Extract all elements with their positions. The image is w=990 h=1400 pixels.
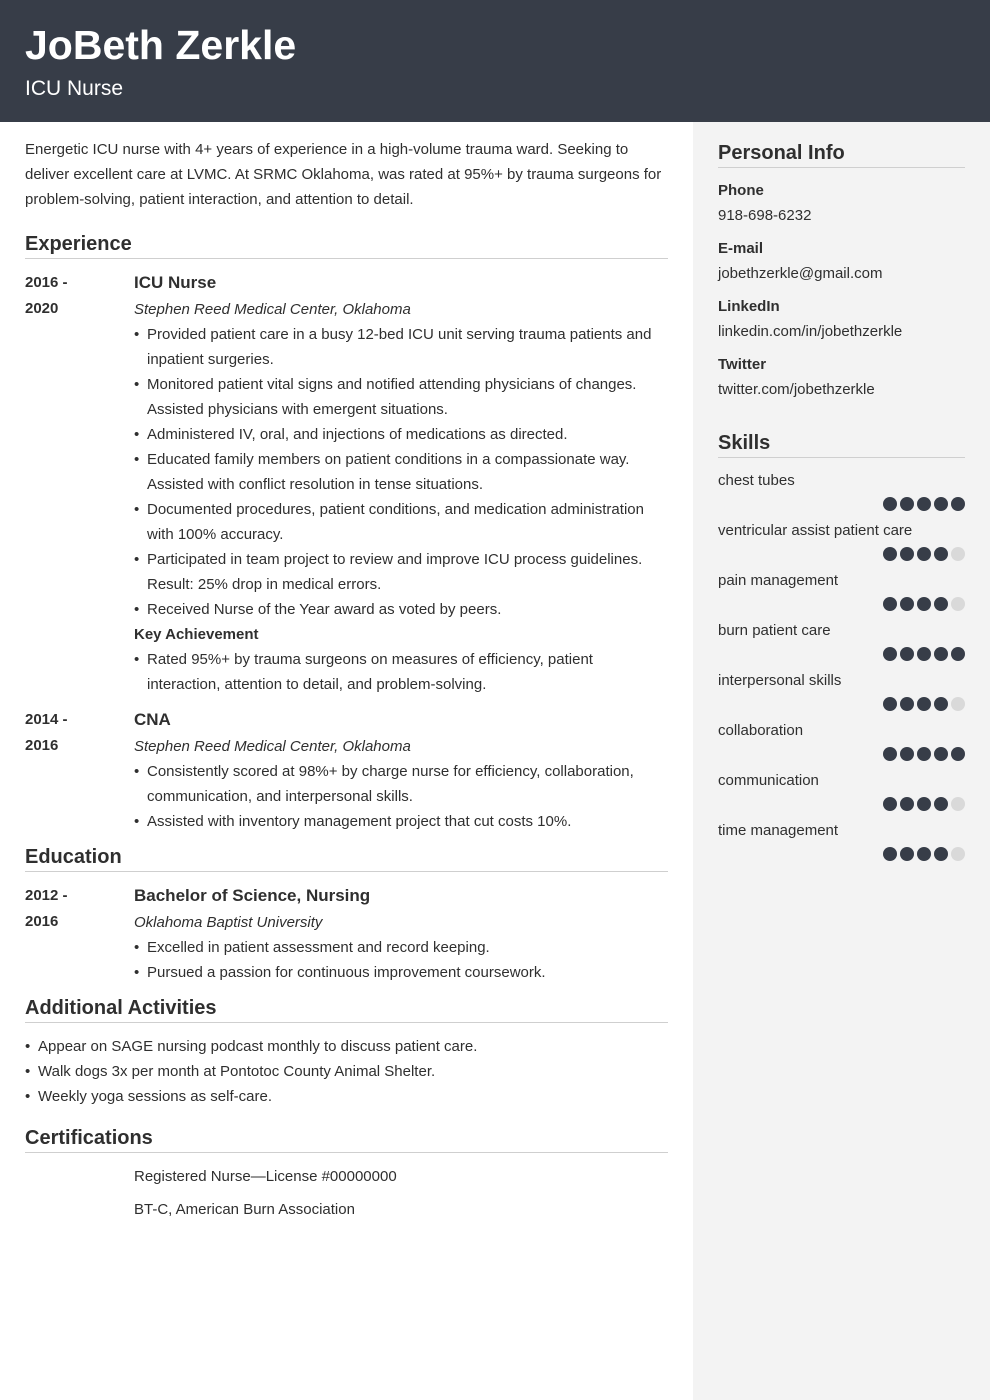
education-body [134, 883, 668, 985]
job-bullets [134, 322, 668, 622]
skill-name: pain management [718, 572, 839, 589]
education-bullets [134, 935, 668, 985]
skill-name: burn patient care [718, 622, 831, 639]
job-bullet: • Assisted with inventory management project that cut costs 10%. [134, 809, 668, 834]
rating-dot-empty [951, 697, 965, 711]
job-bullet: • Administered IV, oral, and injections of medications as directed. [134, 422, 668, 447]
skill-rating [718, 747, 965, 761]
job-bullet: • Received Nurse of the Year award as voted by peers. [134, 597, 668, 622]
education-bullet: • Pursued a passion for continuous improvement coursework. [134, 960, 668, 985]
rating-dot-filled [951, 647, 965, 661]
rating-dot-filled [917, 647, 931, 661]
job-date-end: 2020 [25, 300, 59, 317]
skills-heading: Skills [718, 430, 965, 458]
rating-dot-filled [900, 497, 914, 511]
applicant-name: JoBeth Zerkle [25, 22, 297, 68]
skill-name: collaboration [718, 722, 804, 739]
rating-dot-filled [917, 697, 931, 711]
achievement-bullets [134, 647, 668, 697]
info-label: Twitter [718, 356, 767, 373]
skill-item [718, 621, 965, 661]
skill-rating [718, 647, 965, 661]
job-date-start: 2014 - [25, 711, 68, 728]
skill-name: time management [718, 822, 839, 839]
rating-dot-empty [951, 797, 965, 811]
info-phone [718, 181, 965, 226]
job-date-start: 2016 - [25, 274, 68, 291]
certifications-heading: Certifications [25, 1125, 668, 1153]
experience-heading: Experience [25, 231, 668, 259]
rating-dot-filled [917, 497, 931, 511]
rating-dot-filled [917, 747, 931, 761]
job-organization: Stephen Reed Medical Center, Oklahoma [134, 301, 411, 318]
rating-dot-filled [883, 497, 897, 511]
job-bullet: • Participated in team project to review and improve ICU process guidelines. Result: 25% drop in medical errors. [134, 547, 668, 597]
rating-dot-filled [883, 547, 897, 561]
rating-dot-empty [951, 547, 965, 561]
rating-dot-filled [900, 847, 914, 861]
job-role: ICU Nurse [134, 273, 217, 292]
rating-dot-filled [917, 597, 931, 611]
rating-dot-filled [934, 697, 948, 711]
skill-name: communication [718, 772, 819, 789]
rating-dot-filled [883, 747, 897, 761]
education-bullet: • Excelled in patient assessment and record keeping. [134, 935, 668, 960]
activities-heading: Additional Activities [25, 995, 668, 1023]
education-heading: Education [25, 844, 668, 872]
job-organization: Stephen Reed Medical Center, Oklahoma [134, 738, 411, 755]
key-achievement-label: Key Achievement [134, 626, 259, 643]
info-label: Phone [718, 182, 764, 199]
rating-dot-empty [951, 847, 965, 861]
summary-text: Energetic ICU nurse with 4+ years of experience in a high-volume trauma ward. Seeking to deliver excellent care at LVMC. At SRMC Oklahoma, was rated at 95%+ by trauma surgeons for problem-solving, patient interaction, and attention to detail. [25, 141, 662, 208]
rating-dot-filled [883, 597, 897, 611]
twitter-value: twitter.com/jobethzerkle [718, 381, 875, 398]
job-role: CNA [134, 710, 171, 729]
job-dates [25, 270, 134, 697]
job-entry [25, 707, 668, 834]
skill-rating [718, 847, 965, 861]
skill-item [718, 771, 965, 811]
rating-dot-filled [917, 547, 931, 561]
rating-dot-filled [900, 697, 914, 711]
rating-dot-filled [883, 797, 897, 811]
rating-dot-filled [900, 747, 914, 761]
skill-name: interpersonal skills [718, 672, 842, 689]
rating-dot-filled [934, 647, 948, 661]
info-label: E-mail [718, 240, 764, 257]
certifications-list [134, 1164, 668, 1222]
skill-rating [718, 697, 965, 711]
skill-item [718, 721, 965, 761]
job-bullet: • Consistently scored at 98%+ by charge nurse for efficiency, collaboration, communication, and interpersonal skills. [134, 759, 668, 809]
rating-dot-filled [934, 497, 948, 511]
achievement-bullet: • Rated 95%+ by trauma surgeons on measures of efficiency, patient interaction, attention to detail, and problem-solving. [134, 647, 668, 697]
skill-rating [718, 797, 965, 811]
main-column [25, 137, 668, 1230]
sidebar-column [718, 140, 965, 871]
certification-item: BT-C, American Burn Association [134, 1201, 355, 1218]
skill-item [718, 821, 965, 861]
skill-item [718, 471, 965, 511]
rating-dot-empty [951, 597, 965, 611]
activity-bullet: • Appear on SAGE nursing podcast monthly to discuss patient care. [25, 1034, 668, 1059]
job-bullet: • Monitored patient vital signs and notified attending physicians of changes. Assisted physicians with emergent situations. [134, 372, 668, 422]
job-date-end: 2016 [25, 737, 59, 754]
education-date-end: 2016 [25, 913, 59, 930]
email-value: jobethzerkle@gmail.com [718, 265, 883, 282]
activities-bullets [25, 1034, 668, 1109]
info-twitter [718, 355, 965, 400]
job-bullet: • Provided patient care in a busy 12-bed ICU unit serving trauma patients and inpatient surgeries. [134, 322, 668, 372]
job-body [134, 270, 668, 697]
info-email [718, 239, 965, 284]
rating-dot-filled [917, 847, 931, 861]
info-linkedin [718, 297, 965, 342]
education-school: Oklahoma Baptist University [134, 914, 323, 931]
activity-bullet: • Weekly yoga sessions as self-care. [25, 1084, 668, 1109]
resume-header [0, 0, 990, 122]
skill-item [718, 571, 965, 611]
experience-section [25, 231, 668, 834]
rating-dot-filled [934, 597, 948, 611]
skill-name: ventricular assist patient care [718, 522, 913, 539]
skill-item [718, 521, 965, 561]
education-dates [25, 883, 134, 985]
rating-dot-filled [951, 497, 965, 511]
linkedin-value: linkedin.com/in/jobethzerkle [718, 323, 903, 340]
rating-dot-filled [900, 597, 914, 611]
rating-dot-filled [900, 797, 914, 811]
education-section [25, 844, 668, 985]
rating-dot-filled [934, 847, 948, 861]
phone-value: 918-698-6232 [718, 207, 812, 224]
job-bullet: • Documented procedures, patient conditions, and medication administration with 100% accuracy. [134, 497, 668, 547]
job-bullet: • Educated family members on patient conditions in a compassionate way. Assisted with conflict resolution in tense situations. [134, 447, 668, 497]
rating-dot-filled [883, 847, 897, 861]
rating-dot-filled [883, 647, 897, 661]
job-bullets [134, 759, 668, 834]
rating-dot-filled [951, 747, 965, 761]
education-entry [25, 883, 668, 985]
certification-item: Registered Nurse—License #00000000 [134, 1168, 397, 1185]
rating-dot-filled [934, 747, 948, 761]
job-entry [25, 270, 668, 697]
rating-dot-filled [934, 797, 948, 811]
skill-item [718, 671, 965, 711]
education-degree: Bachelor of Science, Nursing [134, 886, 371, 905]
info-label: LinkedIn [718, 298, 780, 315]
skill-rating [718, 547, 965, 561]
rating-dot-filled [883, 697, 897, 711]
job-dates [25, 707, 134, 834]
certifications-section [25, 1125, 668, 1222]
skill-rating [718, 597, 965, 611]
rating-dot-filled [900, 547, 914, 561]
education-date-start: 2012 - [25, 887, 68, 904]
personal-info-heading: Personal Info [718, 140, 965, 168]
activity-bullet: • Walk dogs 3x per month at Pontotoc County Animal Shelter. [25, 1059, 668, 1084]
job-body [134, 707, 668, 834]
skills-list [718, 471, 965, 861]
applicant-title: ICU Nurse [25, 77, 124, 100]
skill-name: chest tubes [718, 472, 795, 489]
activities-section [25, 995, 668, 1109]
rating-dot-filled [917, 797, 931, 811]
rating-dot-filled [900, 647, 914, 661]
skill-rating [718, 497, 965, 511]
rating-dot-filled [934, 547, 948, 561]
